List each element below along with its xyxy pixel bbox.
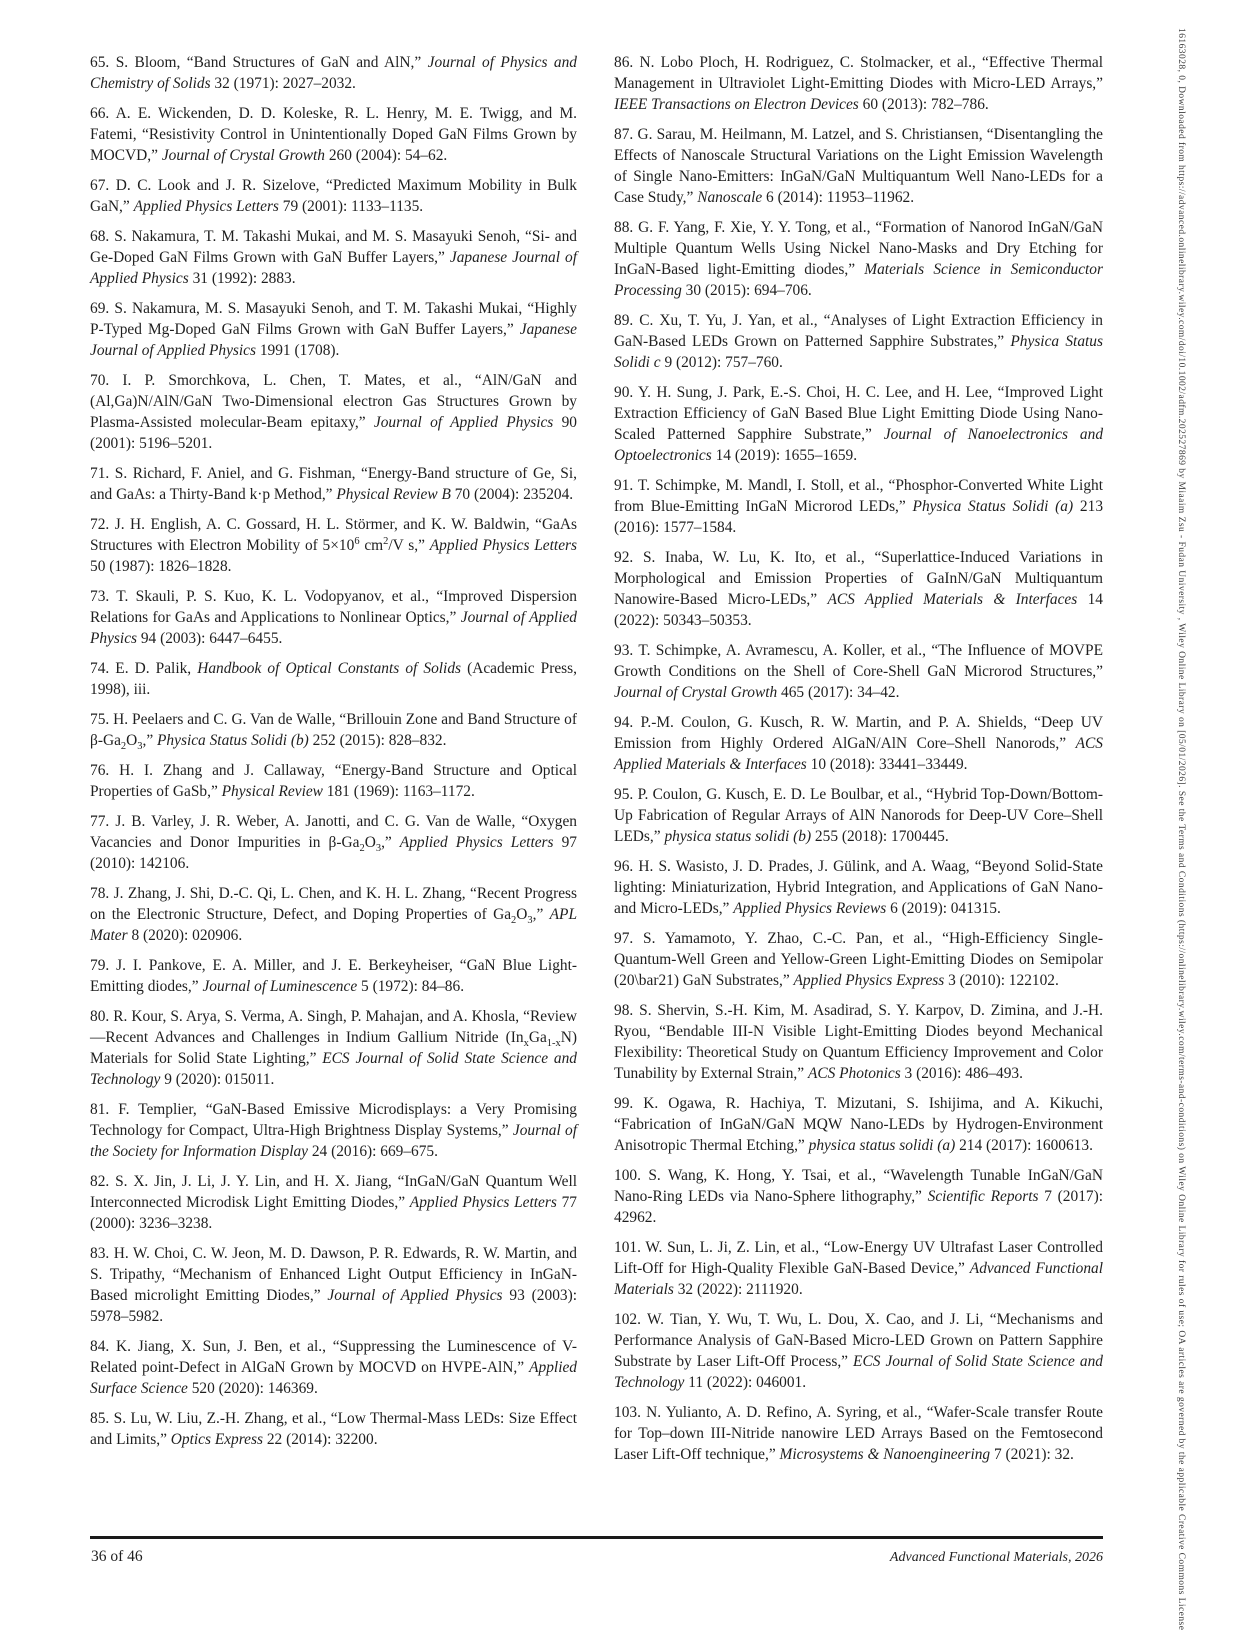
journal-title: ECS Journal of Solid State Science and Technology <box>90 1050 577 1088</box>
journal-title: Applied Physics Express <box>793 972 945 989</box>
ref-text: 86. N. Lobo Ploch, H. Rodriguez, C. Stolmacker, et al., “Effective Thermal Management in Ultraviolet Light-Emitting Diodes with Micro-LED Arrays,” <box>614 54 1103 92</box>
journal-title: ECS Journal of Solid State Science and Technology <box>614 1353 1103 1391</box>
ref-text: 82. S. X. Jin, J. Li, J. Y. Lin, and H. X. Jiang, “InGaN/GaN Quantum Well Interconnected Microdisk Light Emitting Diodes,” <box>90 1173 577 1211</box>
ref-text: O <box>516 906 528 923</box>
ref-text: 70 (2004): 235204. <box>450 486 574 503</box>
ref-text: 97. S. Yamamoto, Y. Zhao, C.-C. Pan, et al., “High-Efficiency Single-Quantum-Well Green and Yellow-Green Light-Emitting Diodes on Semipolar (20\bar21) GaN Substrates,” <box>614 930 1103 989</box>
journal-title: Applied Physics Letters <box>133 198 279 215</box>
ref-text: 213 (2016): 1577–1584. <box>614 498 1104 536</box>
reference-65 <box>90 52 577 94</box>
ref-text: 252 (2015): 828–832. <box>308 732 447 749</box>
references-column-right <box>614 52 1103 1474</box>
journal-title: Journal of Applied Physics <box>90 609 577 647</box>
reference-91 <box>614 475 1103 538</box>
ref-text: ,” <box>381 834 400 851</box>
ref-text: 98. S. Shervin, S.-H. Kim, M. Asadirad, S. Y. Karpov, D. Zimina, and J.-H. Ryou, “Bendable III-N Visible Light-Emitting Diodes beyond Mechanical Flexibility: Theoretical Study on Quantum Efficiency Improvement and Color Tunability by External Strain,” <box>614 1002 1103 1082</box>
ref-text: 6 (2014): 11953–11962. <box>762 189 915 206</box>
ref-text: 78. J. Zhang, J. Shi, D.-C. Qi, L. Chen, and K. H. L. Zhang, “Recent Progress on the Electronic Structure, Defect, and Doping Properties of Ga <box>90 885 577 923</box>
reference-85 <box>90 1408 577 1450</box>
ref-text: 77. J. B. Varley, J. R. Weber, A. Janotti, and C. G. Van de Walle, “Oxygen Vacancies and Donor Impurities in β-Ga <box>90 813 577 851</box>
ref-text: 90. Y. H. Sung, J. Park, E.-S. Choi, H. C. Lee, and H. Lee, “Improved Light Extraction Efficiency of GaN Based Blue Light Emitting Diode Using Nano-Scaled Patterned Sapphire Substrate,” <box>614 384 1103 443</box>
reference-81 <box>90 1099 577 1162</box>
journal-title: Japanese Journal of Applied Physics <box>90 321 577 359</box>
reference-74 <box>90 658 577 700</box>
ref-text: 520 (2020): 146369. <box>187 1380 318 1397</box>
ref-text: 93 (2003): 5978–5982. <box>90 1287 577 1325</box>
reference-95 <box>614 784 1103 847</box>
footer-divider <box>90 1536 1103 1539</box>
ref-text: O <box>126 732 138 749</box>
reference-70 <box>90 370 577 454</box>
reference-99 <box>614 1093 1103 1156</box>
journal-title: physica status solidi (a) <box>808 1137 956 1154</box>
ref-text: 72. J. H. English, A. C. Gossard, H. L. Störmer, and K. W. Baldwin, “GaAs Structures with Electron Mobility of 5×10 <box>90 516 577 554</box>
ref-text: 81. F. Templier, “GaN-Based Emissive Microdisplays: a Very Promising Technology for Compact, Ultra-High Brightness Display Systems,” <box>90 1101 577 1139</box>
ref-text: 66. A. E. Wickenden, D. D. Koleske, R. L. Henry, M. E. Twigg, and M. Fatemi, “Resistivity Control in Unintentionally Doped GaN Films Grown by MOCVD,” <box>90 105 577 164</box>
ref-text: 10 (2018): 33441–33449. <box>806 756 968 773</box>
reference-100 <box>614 1165 1103 1228</box>
ref-text: ,” <box>142 732 158 749</box>
reference-101 <box>614 1237 1103 1300</box>
ref-text: 92. S. Inaba, W. Lu, K. Ito, et al., “Superlattice-Induced Variations in Morphological and Emission Properties of GaInN/GaN Multiquantum Nanowire-Based Micro-LEDs,” <box>614 549 1103 608</box>
ref-text: 9 (2020): 015011. <box>160 1071 275 1088</box>
ref-text: 65. S. Bloom, “Band Structures of GaN and AlN,” <box>90 54 428 71</box>
ref-text: x <box>523 1038 529 1050</box>
ref-text: 214 (2017): 1600613. <box>955 1137 1093 1154</box>
ref-text: 101. W. Sun, L. Ji, Z. Lin, et al., “Low-Energy UV Ultrafast Laser Controlled Lift-Off for High-Quality Flexible GaN-Based Device,” <box>614 1239 1103 1277</box>
reference-94 <box>614 712 1103 775</box>
ref-text: 1-x <box>546 1038 561 1050</box>
reference-97 <box>614 928 1103 991</box>
ref-text: 465 (2017): 34–42. <box>777 684 900 701</box>
ref-text: /V s,” <box>388 537 430 554</box>
ref-text: 87. G. Sarau, M. Heilmann, M. Latzel, and S. Christiansen, “Disentangling the Effects of Nanoscale Structural Variations on the Light Emission Wavelength of Single Nano-Emitters: InGaN/GaN Multiquantum Well Nano-LEDs for a Case Study,” <box>614 126 1103 206</box>
journal-title: Optics Express <box>170 1431 263 1448</box>
journal-title: Materials Science in Semiconductor Processing <box>614 261 1103 299</box>
reference-87 <box>614 124 1103 208</box>
reference-67 <box>90 175 577 217</box>
reference-72 <box>90 514 577 577</box>
ref-text: 69. S. Nakamura, M. S. Masayuki Senoh, and T. M. Takashi Mukai, “Highly P-Typed Mg-Doped GaN Films Grown with GaN Buffer Layers,” <box>90 300 577 338</box>
reference-83 <box>90 1243 577 1327</box>
journal-title: ACS Photonics <box>807 1065 901 1082</box>
ref-text: 3 <box>527 915 533 927</box>
journal-title: IEEE Transactions on Electron Devices <box>614 96 859 113</box>
reference-76 <box>90 760 577 802</box>
journal-title: Physical Review <box>221 783 323 800</box>
journal-title: Handbook of Optical Constants of Solids <box>197 660 462 677</box>
ref-text: 2 <box>120 741 127 753</box>
reference-73 <box>90 586 577 649</box>
ref-text: 68. S. Nakamura, T. M. Takashi Mukai, and M. S. Masayuki Senoh, “Si- and Ge-Doped GaN Films Grown with GaN Buffer Layers,” <box>90 228 577 266</box>
reference-92 <box>614 547 1103 631</box>
ref-text: 5 (1972): 84–86. <box>357 978 465 995</box>
ref-text: (Academic Press, 1998), iii. <box>90 660 578 698</box>
ref-text: 97 (2010): 142106. <box>90 834 577 872</box>
ref-text: 3 <box>375 843 382 855</box>
ref-text: 7 (2021): 32. <box>990 1446 1074 1463</box>
journal-title: Physica Status Solidi c <box>614 333 1103 371</box>
journal-title: ACS Applied Materials & Interfaces <box>614 735 1103 773</box>
journal-title: Microsystems & Nanoengineering <box>779 1446 991 1463</box>
journal-citation: Advanced Functional Materials, 2026 <box>889 1550 1103 1565</box>
ref-text: 85. S. Lu, W. Liu, Z.-H. Zhang, et al., “Low Thermal-Mass LEDs: Size Effect and Limits,” <box>90 1410 577 1448</box>
ref-text: 74. E. D. Palik, <box>90 660 198 677</box>
journal-title: Applied Physics Reviews <box>733 900 887 917</box>
ref-text: 3 (2016): 486–493. <box>900 1065 1023 1082</box>
journal-title: Japanese Journal of Applied Physics <box>90 249 577 287</box>
ref-text: 67. D. C. Look and J. R. Sizelove, “Predicted Maximum Mobility in Bulk GaN,” <box>90 177 577 215</box>
ref-text: 89. C. Xu, T. Yu, J. Yan, et al., “Analyses of Light Extraction Efficiency in GaN-Based LEDs Grown on Patterned Sapphire Substrates,” <box>614 312 1103 350</box>
journal-title: ACS Applied Materials & Interfaces <box>827 591 1078 608</box>
ref-text: 103. N. Yulianto, A. D. Refino, A. Syring, et al., “Wafer-Scale transfer Route for Top–down III-Nitride nanowire LED Arrays Based on the Femtosecond Laser Lift-Off technique,” <box>614 1404 1103 1463</box>
ref-text: 102. W. Tian, Y. Wu, T. Wu, L. Dou, X. Cao, and J. Li, “Mechanisms and Performance Analysis of GaN-Based Micro-LED Grown on Pattern Sapphire Substrate by Laser Lift-Off Process,” <box>614 1311 1103 1370</box>
ref-text: 11 (2022): 046001. <box>684 1374 807 1391</box>
journal-title: Physica Status Solidi (b) <box>157 732 309 749</box>
ref-text: 181 (1969): 1163–1172. <box>322 783 475 800</box>
journal-title: Applied Surface Science <box>90 1359 577 1397</box>
ref-text: 93. T. Schimpke, A. Avramescu, A. Koller, et al., “The Influence of MOVPE Growth Conditions on the Shell of Core-Shell GaN Microrod Structures,” <box>614 642 1103 680</box>
journal-title: Applied Physics Letters <box>429 537 578 554</box>
reference-102 <box>614 1309 1103 1393</box>
reference-86 <box>614 52 1103 115</box>
ref-text: 99. K. Ogawa, R. Hachiya, T. Mizutani, S. Ishijima, and A. Kikuchi, “Fabrication of InGaN/GaN MQW Nano-LEDs by Hydrogen-Environment Anisotropic Thermal Etching,” <box>614 1095 1103 1154</box>
journal-title: Physical Review B <box>336 486 451 503</box>
ref-text: N) Materials for Solid State Lighting,” <box>90 1029 577 1067</box>
reference-75 <box>90 709 577 751</box>
reference-89 <box>614 310 1103 373</box>
ref-text: 9 (2012): 757–760. <box>660 354 783 371</box>
ref-text: 79. J. I. Pankove, E. A. Miller, and J. E. Berkeyheiser, “GaN Blue Light-Emitting diodes,” <box>90 957 577 995</box>
ref-text: 31 (1992): 2883. <box>188 270 296 287</box>
reference-96 <box>614 856 1103 919</box>
reference-69 <box>90 298 577 361</box>
journal-title: Journal of the Society for Information Display <box>90 1122 578 1160</box>
ref-text: Ga <box>528 1029 547 1046</box>
ref-text: 70. I. P. Smorchkova, L. Chen, T. Mates, et al., “AlN/GaN and (Al,Ga)N/AlN/GaN Two-Dimensional electron Gas Structures Grown by Plasma-Assisted molecular-Beam epitaxy,” <box>90 372 577 431</box>
ref-text: 79 (2001): 1133–1135. <box>278 198 424 215</box>
ref-text: 2 <box>383 535 389 547</box>
ref-text: 2 <box>511 915 517 927</box>
reference-93 <box>614 640 1103 703</box>
journal-title: Journal of Physics and Chemistry of Solids <box>90 54 577 92</box>
reference-84 <box>90 1336 577 1399</box>
ref-text: 73. T. Skauli, P. S. Kuo, K. L. Vodopyanov, et al., “Improved Dispersion Relations for GaAs and Applications to Nonlinear Optics,” <box>90 588 577 626</box>
reference-103 <box>614 1402 1103 1465</box>
page-number: 36 of 46 <box>91 1548 143 1565</box>
ref-text: 95. P. Coulon, G. Kusch, E. D. Le Boulbar, et al., “Hybrid Top-Down/Bottom-Up Fabrication of Regular Arrays of AlN Nanorods for Deep-UV Core–Shell LEDs,” <box>614 786 1103 845</box>
ref-text: 100. S. Wang, K. Hong, Y. Tsai, et al., “Wavelength Tunable InGaN/GaN Nano-Ring LEDs via Nano-Sphere lithography,” <box>614 1167 1103 1205</box>
ref-text: 94. P.-M. Coulon, G. Kusch, R. W. Martin, and P. A. Shields, “Deep UV Emission from Highly Ordered AlGaN/AlN Core–Shell Nanorods,” <box>614 714 1103 752</box>
ref-text: 2 <box>359 843 365 855</box>
ref-text: 71. S. Richard, F. Aniel, and G. Fishman, “Energy-Band structure of Ge, Si, and GaAs: a Thirty-Band k·p Method,” <box>90 465 577 503</box>
reference-80 <box>90 1006 577 1090</box>
ref-text: 50 (1987): 1826–1828. <box>90 558 232 575</box>
journal-title: Journal of Luminescence <box>202 978 358 995</box>
ref-text: 30 (2015): 694–706. <box>681 282 812 299</box>
ref-text: 6 (2019): 041315. <box>886 900 1001 917</box>
ref-text: 24 (2016): 669–675. <box>308 1143 438 1160</box>
journal-title: Advanced Functional Materials <box>614 1260 1104 1298</box>
journal-title: Applied Physics Letters <box>399 834 554 851</box>
ref-text: 6 <box>354 535 360 547</box>
ref-text: 80. R. Kour, S. Arya, S. Verma, A. Singh, P. Mahajan, and A. Khosla, “Review—Recent Advances and Challenges in Indium Gallium Nitride (In <box>90 1008 577 1046</box>
journal-title: Applied Physics Letters <box>409 1194 557 1211</box>
ref-text: 96. H. S. Wasisto, J. D. Prades, J. Gülink, and A. Waag, “Beyond Solid-State lighting: Miniaturization, Hybrid Integration, and Applications of GaN Nano- and Micro-LEDs,” <box>614 858 1103 917</box>
ref-text: ,” <box>532 906 550 923</box>
references-column-left <box>90 52 577 1459</box>
journal-title: APL Mater <box>90 906 578 944</box>
reference-98 <box>614 1000 1103 1084</box>
ref-text: 3 (2010): 122102. <box>944 972 1059 989</box>
ref-text: 94 (2003): 6447–6455. <box>137 630 283 647</box>
journal-title: physica status solidi (b) <box>664 828 812 845</box>
reference-79 <box>90 955 577 997</box>
ref-text: 91. T. Schimpke, M. Mandl, I. Stoll, et al., “Phosphor-Converted White Light from Blue-Emitting InGaN Microrod LEDs,” <box>614 477 1103 515</box>
ref-text: 75. H. Peelaers and C. G. Van de Walle, “Brillouin Zone and Band Structure of β-Ga <box>90 711 577 749</box>
reference-66 <box>90 103 577 166</box>
reference-77 <box>90 811 577 874</box>
ref-text: 22 (2014): 32200. <box>262 1431 378 1448</box>
ref-text: 8 (2020): 020906. <box>127 927 243 944</box>
journal-title: Journal of Crystal Growth <box>161 147 326 164</box>
journal-title: Nanoscale <box>697 189 763 206</box>
ref-text: 32 (1971): 2027–2032. <box>210 75 356 92</box>
ref-text: 260 (2004): 54–62. <box>325 147 448 164</box>
ref-text: 83. H. W. Choi, C. W. Jeon, M. D. Dawson, P. R. Edwards, R. W. Martin, and S. Tripathy, “Mechanism of Enhanced Light Output Efficiency in InGaN-Based microlight Emitting Diodes,” <box>90 1245 577 1304</box>
download-watermark: 16163028, 0, Downloaded from https://advanced.onlinelibrary.wiley.com/doi/10.1002/adfm.202527869 by Miaaim Zsu - Fudan University , Wiley Online Library on [05/01/2026]. See the Terms and Conditions (https://onlinelibrary.wiley.com/terms-and-conditions) on Wiley Online Library for rules of use; OA articles are governed by the applicable Creative Commons License <box>1176 28 1186 1630</box>
journal-title: Journal of Applied Physics <box>327 1287 503 1304</box>
reference-82 <box>90 1171 577 1234</box>
ref-text: 90 (2001): 5196–5201. <box>90 414 577 452</box>
ref-text: 84. K. Jiang, X. Sun, J. Ben, et al., “Suppressing the Luminescence of V-Related point-Defect in AlGaN Grown by MOCVD on HVPE-AlN,” <box>90 1338 577 1376</box>
reference-71 <box>90 463 577 505</box>
ref-text: 32 (2022): 2111920. <box>673 1281 803 1298</box>
ref-text: 7 (2017): 42962. <box>614 1188 1103 1226</box>
journal-title: Physica Status Solidi (a) <box>912 498 1074 515</box>
ref-text: 14 (2022): 50343–50353. <box>614 591 1103 629</box>
reference-68 <box>90 226 577 289</box>
journal-title: Journal of Crystal Growth <box>614 684 778 701</box>
ref-text: 77 (2000): 3236–3238. <box>90 1194 577 1232</box>
ref-text: O <box>364 834 376 851</box>
ref-text: 88. G. F. Yang, F. Xie, Y. Y. Tong, et al., “Formation of Nanorod InGaN/GaN Multiple Quantum Wells Using Nickel Nano-Masks and Dry Etching for InGaN-Based light-Emitting diodes,” <box>614 219 1103 278</box>
journal-title: Journal of Applied Physics <box>373 414 554 431</box>
ref-text: 3 <box>137 741 143 753</box>
ref-text: 1991 (1708). <box>256 342 340 359</box>
journal-title: Journal of Nanoelectronics and Optoelectronics <box>614 426 1104 464</box>
ref-text: 60 (2013): 782–786. <box>858 96 989 113</box>
reference-88 <box>614 217 1103 301</box>
journal-title: Scientific Reports <box>927 1188 1039 1205</box>
ref-text: cm <box>359 537 384 554</box>
ref-text: 14 (2019): 1655–1659. <box>711 447 858 464</box>
reference-78 <box>90 883 577 946</box>
ref-text: 255 (2018): 1700445. <box>811 828 949 845</box>
ref-text: 76. H. I. Zhang and J. Callaway, “Energy-Band Structure and Optical Properties of GaSb,” <box>90 762 577 800</box>
reference-90 <box>614 382 1103 466</box>
